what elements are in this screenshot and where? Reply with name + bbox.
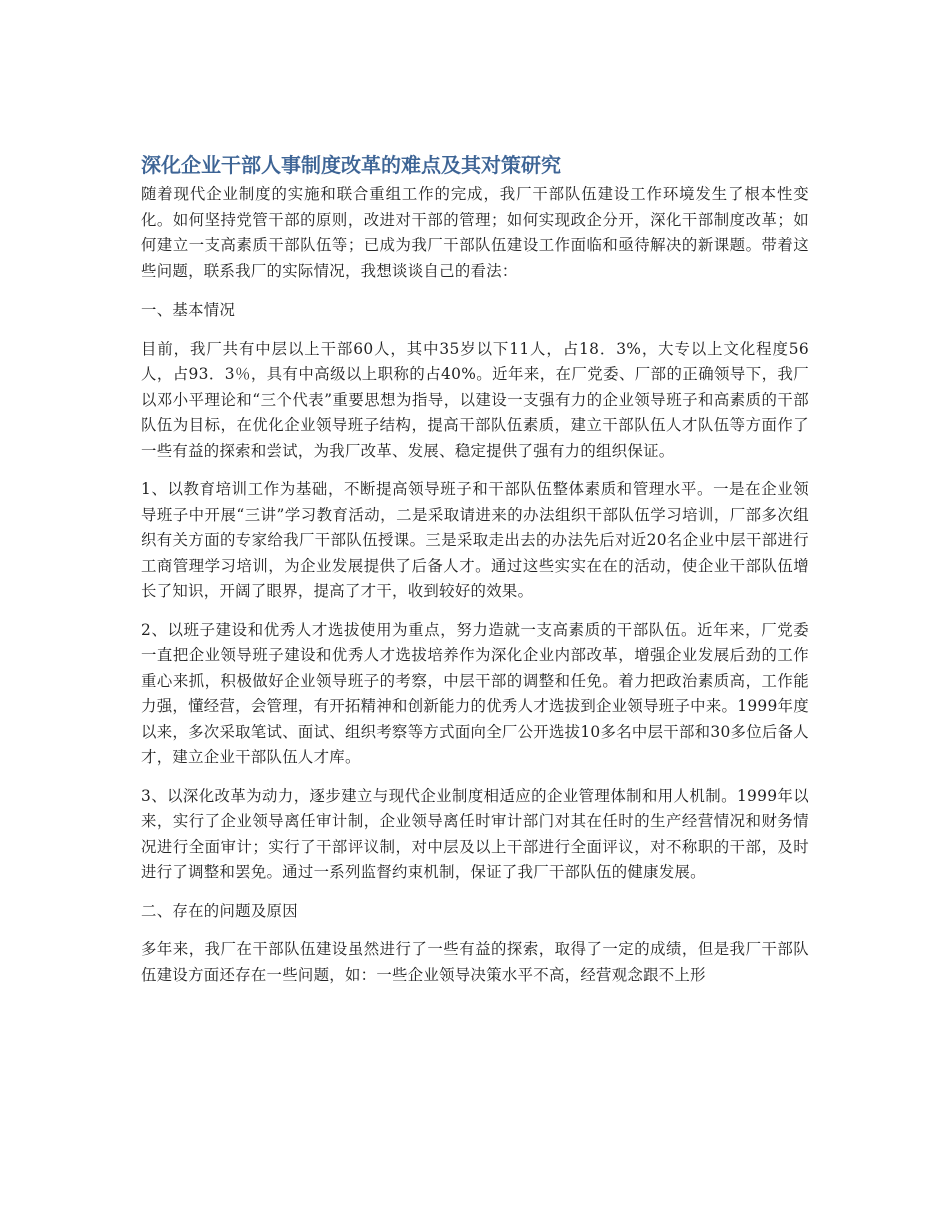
document-title: 深化企业干部人事制度改革的难点及其对策研究 [141, 153, 561, 177]
paragraph-problems-intro: 多年来，我厂在干部队伍建设虽然进行了一些有益的探索，取得了一定的成绩，但是我厂干部队伍建设方面还存在一些问题，如：一些企业领导决策水平不高，经营观念跟不上形 [141, 940, 809, 984]
paragraph-current-status: 目前，我厂共有中层以上干部60人，其中35岁以下11人，占18．3%，大专以上文化程度56人，占93．3％，具有中高级以上职称的占40%。近年来，在厂党委、厂部的正确领导下，我厂以邓小平理论和“三个代表”重要思想为指导，以建设一支强有力的企业领导班子和高素质的干部队伍为目标，在优化企业领导班子结构，提高干部队伍素质，建立干部队伍人才队伍等方面作了一些有益的探索和尝试，为我厂改革、发展、稳定提供了强有力的组织保证。 [141, 339, 809, 460]
section-heading-basic-situation: 一、基本情况 [141, 301, 236, 319]
intro-paragraph: 随着现代企业制度的实施和联合重组工作的完成，我厂干部队伍建设工作环境发生了根本性变化。如何坚持党管干部的原则，改进对干部的管理；如何实现政企分开，深化干部制度改革；如何建立一支高素质干部队伍等；已成为我厂干部队伍建设工作面临和亟待解决的新课题。带着这些问题，联系我厂的实际情况，我想谈谈自己的看法： [141, 185, 809, 280]
section-heading-problems: 二、存在的问题及原因 [141, 901, 298, 920]
paragraph-reform-mechanism: 3、以深化改革为动力，逐步建立与现代企业制度相适应的企业管理体制和用人机制。1999年以来，实行了企业领导离任审计制，企业领导离任时审计部门对其在任时的生产经营情况和财务情况进行全面审计；实行了干部评议制，对中层及以上干部进行全面评议，对不称职的干部，及时进行了调整和罢免。通过一系列监督约束机制，保证了我厂干部队伍的健康发展。 [141, 786, 809, 881]
paragraph-education-training: 1、以教育培训工作为基础，不断提高领导班子和干部队伍整体素质和管理水平。一是在企业领导班子中开展“三讲”学习教育活动，二是采取请进来的办法组织干部队伍学习培训，厂部多次组织有关方面的专家给我厂干部队伍授课。三是采取走出去的办法先后对近20名企业中层干部进行工商管理学习培训，为企业发展提供了后备人才。通过这些实实在在的活动，使企业干部队伍增长了知识，开阔了眼界，提高了才干，收到较好的效果。 [141, 480, 809, 600]
paragraph-team-building: 2、以班子建设和优秀人才选拔使用为重点，努力造就一支高素质的干部队伍。近年来，厂党委一直把企业领导班子建设和优秀人才选拔培养作为深化企业内部改革，增强企业发展后劲的工作重心来抓，积极做好企业领导班子的考察，中层干部的调整和任免。着力把政治素质高，工作能力强，懂经营，会管理，有开拓精神和创新能力的优秀人才选拔到企业领导班子中来。1999年度以来，多次采取笔试、面试、组织考察等方式面向全厂公开选拔10多名中层干部和30多位后备人才，建立企业干部队伍人才库。 [141, 620, 809, 766]
document-body [141, 150, 809, 1001]
